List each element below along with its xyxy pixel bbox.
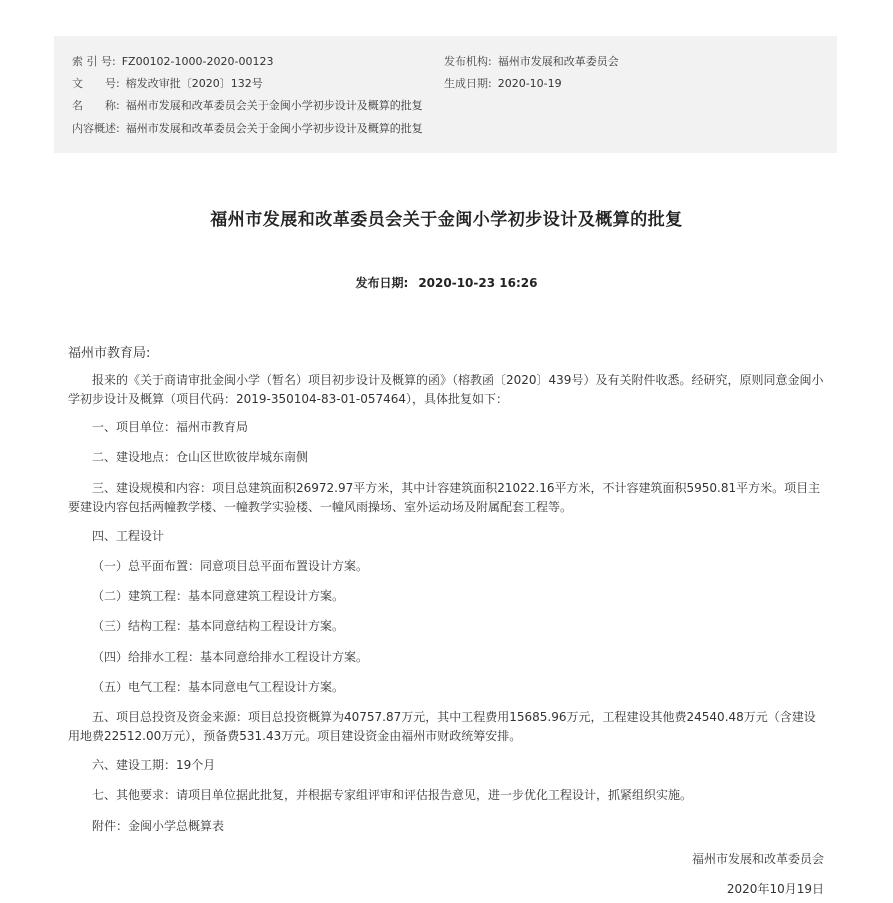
paragraph-location: 二、建设地点：仓山区世欧彼岸城东南侧: [92, 450, 309, 464]
signature-org: 福州市发展和改革委员会: [691, 852, 824, 866]
document-metadata-box: [54, 36, 837, 153]
paragraph-design-electrical: （五）电气工程：基本同意电气工程设计方案。: [92, 680, 345, 694]
paragraph-intro: 报来的《关于商请审批金闽小学（暂名）项目初步设计及概算的函》（榕教函〔2020〕439号）及有关附件收悉。经研究，原则同意金闽小学初步设计及概算（项目代码：2019-350104-83-01-057464），具体批复如下：: [68, 373, 824, 406]
paragraph-investment: 五、项目总投资及资金来源：项目总投资概算为40757.87万元，其中工程费用15685.96万元，工程建设其他费24540.48万元（含建设用地费22512.00万元），预备费531.43万元。项目建设资金由福州市财政统筹安排。: [68, 710, 816, 743]
meta-index-row: [72, 55, 273, 69]
paragraph-design-plumbing: （四）给排水工程：基本同意给排水工程设计方案。: [92, 650, 369, 664]
meta-name-label: 名 称:: [72, 99, 120, 112]
meta-created-row: [444, 77, 562, 91]
paragraph-project-unit: 一、项目单位：福州市教育局: [92, 420, 249, 434]
signature-date: 2020年10月19日: [726, 882, 824, 896]
paragraph-design-layout: （一）总平面布置：同意项目总平面布置设计方案。: [92, 559, 369, 573]
document-title: 福州市发展和改革委员会关于金闽小学初步设计及概算的批复: [210, 210, 683, 230]
meta-docno-label: 文 号:: [72, 77, 120, 90]
meta-publisher-label: 发布机构:: [444, 55, 492, 68]
meta-docno-value: 榕发改审批〔2020〕132号: [125, 77, 263, 90]
paragraph-design-heading: 四、工程设计: [92, 529, 165, 543]
publish-date: [0, 274, 893, 291]
meta-summary-value: 福州市发展和改革委员会关于金闽小学初步设计及概算的批复: [125, 122, 423, 135]
paragraph-schedule: 六、建设工期：19个月: [92, 758, 216, 772]
paragraph-design-architecture: （二）建筑工程：基本同意建筑工程设计方案。: [92, 589, 345, 603]
addressee: 福州市教育局:: [68, 346, 151, 361]
publish-date-value: 2020-10-23 16:26: [418, 276, 538, 290]
meta-created-value: 2020-10-19: [497, 77, 562, 90]
meta-name-row: [72, 99, 423, 113]
meta-publisher-row: [444, 55, 619, 69]
meta-index-label: 索 引 号:: [72, 55, 116, 68]
meta-summary-label: 内容概述:: [72, 122, 120, 135]
paragraph-other-requirements: 七、其他要求：请项目单位据此批复，并根据专家组评审和评估报告意见，进一步优化工程设计，抓紧组织实施。: [92, 788, 693, 802]
meta-index-value: FZ00102-1000-2020-00123: [121, 55, 274, 68]
meta-name-value: 福州市发展和改革委员会关于金闽小学初步设计及概算的批复: [125, 99, 423, 112]
paragraph-design-structure: （三）结构工程：基本同意结构工程设计方案。: [92, 619, 345, 633]
paragraph-attachment[interactable]: 附件：金闽小学总概算表: [92, 819, 225, 833]
meta-docno-row: [72, 77, 263, 91]
publish-date-label: 发布日期:: [355, 276, 409, 290]
paragraph-scale: 三、建设规模和内容：项目总建筑面积26972.97平方米，其中计容建筑面积21022.16平方米，不计容建筑面积5950.81平方米。项目主要建设内容包括两幢教学楼、一幢教学实验楼、一幢风雨操场、室外运动场及附属配套工程等。: [68, 481, 821, 514]
meta-created-label: 生成日期:: [444, 77, 492, 90]
meta-summary-row: [72, 122, 423, 136]
meta-publisher-value: 福州市发展和改革委员会: [497, 55, 619, 68]
